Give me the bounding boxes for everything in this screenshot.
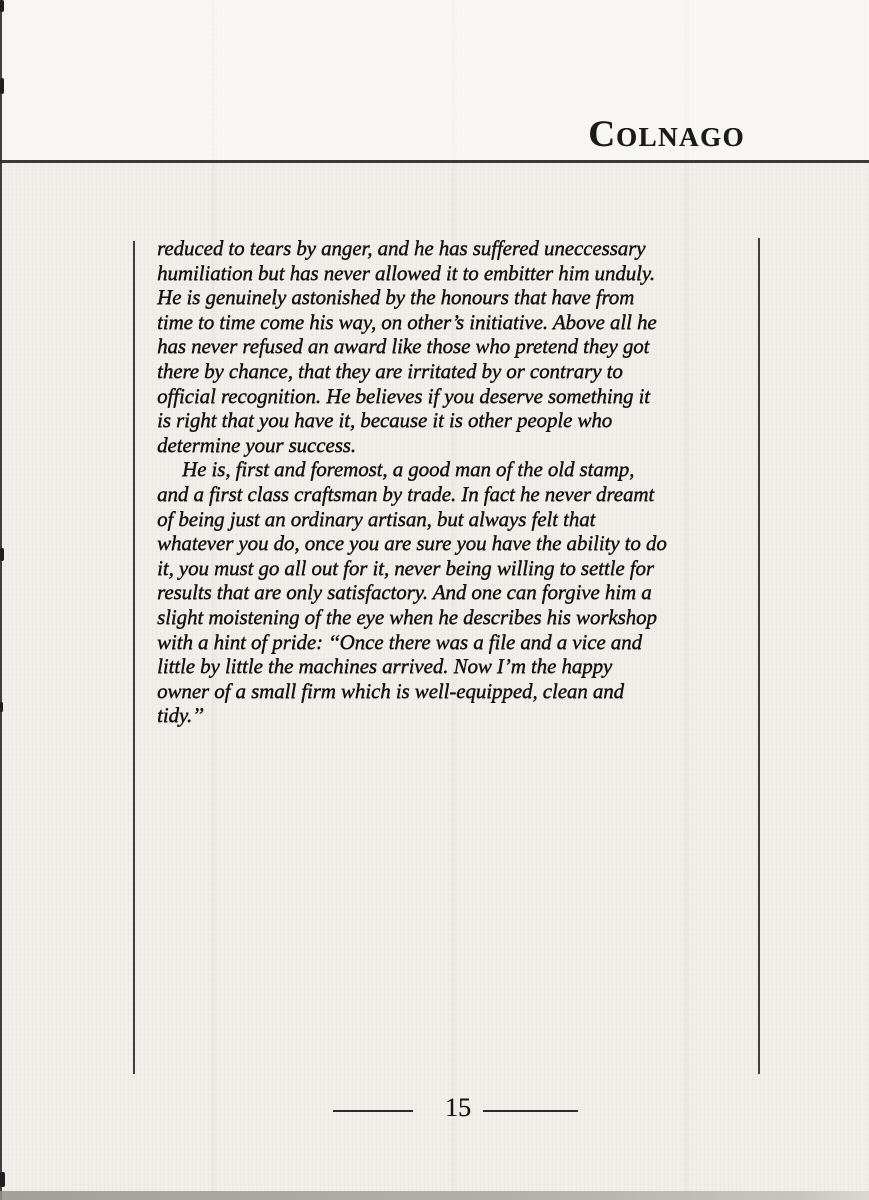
scan-artifact-left-edge (0, 0, 2, 1200)
text-line: of being just an ordinary artisan, but always felt that (157, 506, 596, 531)
scan-artifact-blob (0, 1172, 5, 1187)
text-line: whatever you do, once you are sure you have the ability to do (157, 531, 667, 556)
column-rule-left (133, 241, 135, 1074)
text-line: humiliation but has never allowed it to embitter him unduly. (157, 260, 655, 285)
text-line: there by chance, that they are irritated by or contrary to (157, 358, 623, 383)
column-rule-right (758, 238, 760, 1074)
scan-artifact-blob (0, 702, 3, 712)
text-line: results that are only satisfactory. And one can forgive him a (157, 580, 652, 605)
text-line: with a hint of pride: ‘‘Once there was a file and a vice and (157, 629, 642, 654)
scan-artifact-blob (0, 548, 4, 561)
text-line: official recognition. He believes if you deserve something it (157, 383, 650, 408)
text-line: is right that you have it, because it is other people who (157, 408, 613, 433)
page-number: 15 (445, 1093, 471, 1122)
text-line: He is, first and foremost, a good man of the old stamp, (182, 457, 635, 482)
text-line: slight moistening of the eye when he describes his workshop (157, 604, 657, 629)
text-line: reduced to tears by anger, and he has suffered uneccessary (157, 236, 646, 260)
text-line: it, you must go all out for it, never being willing to settle for (157, 555, 654, 580)
paragraph-2 (157, 457, 753, 728)
scan-artifact-bottom-band (0, 1191, 869, 1200)
text-line: He is genuinely astonished by the honours that have from (157, 285, 635, 310)
footer-rule-left (333, 1110, 413, 1112)
chapter-title: COLNAGO (588, 114, 745, 155)
text-line: time to time come his way, on other’s initiative. Above all he (157, 309, 657, 334)
text-line: tidy.’’ (157, 703, 204, 728)
text-line: and a first class craftsman by trade. In fact he never dreamt (157, 481, 655, 506)
paragraph-1 (157, 236, 753, 457)
text-line: has never refused an award like those who pretend they got (157, 334, 650, 359)
body-text (157, 236, 753, 728)
text-line: owner of a small firm which is well-equipped, clean and (157, 678, 624, 703)
footer-rule-right (483, 1110, 578, 1112)
text-line: determine your success. (157, 432, 356, 457)
text-line: little by little the machines arrived. Now I’m the happy (157, 654, 613, 679)
header-rule (0, 160, 869, 163)
page-footer (0, 1093, 869, 1129)
scan-artifact-blob (0, 0, 4, 12)
scan-artifact-blob (0, 78, 4, 94)
